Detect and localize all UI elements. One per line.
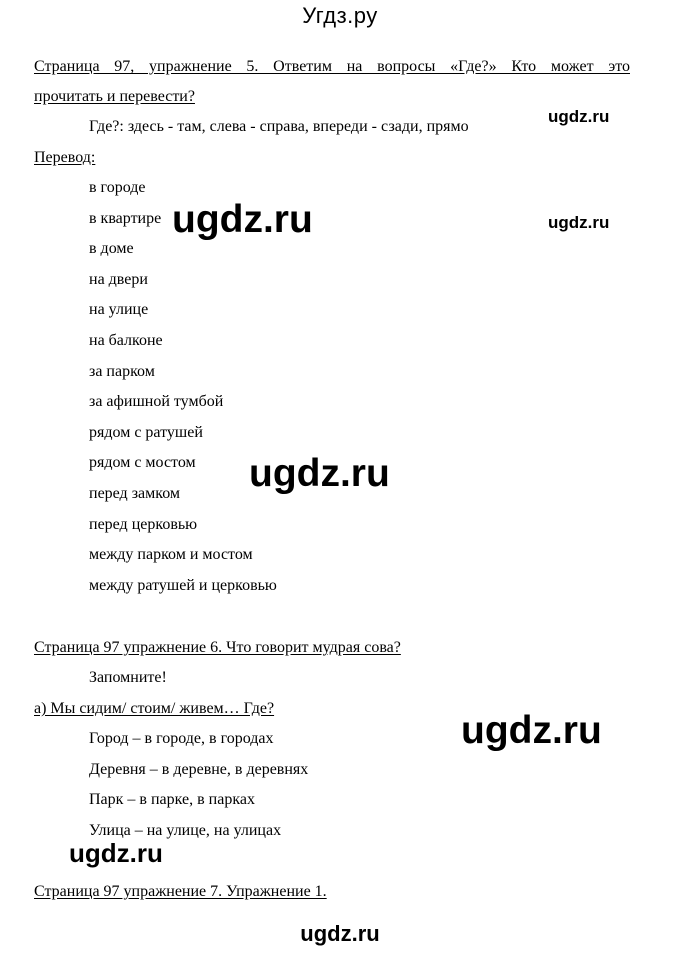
list-item: Парк – в парке, в парках xyxy=(89,791,255,808)
list-item: рядом с ратушей xyxy=(89,423,203,441)
list-item: на улице xyxy=(89,301,149,319)
watermark-footer: ugdz.ru xyxy=(300,921,380,946)
exercise-6-sub-heading: а) Мы сидим/ стоим/ живем… Где? xyxy=(34,700,275,717)
watermark-big-2: ugdz.ru xyxy=(249,452,390,495)
list-item: между парком и мостом xyxy=(89,546,253,564)
list-item: между ратушей и церковью xyxy=(89,576,277,594)
watermark-medium-1: ugdz.ru xyxy=(69,838,163,868)
exercise-6-heading: Страница 97 упражнение 6. Что говорит мудрая сова? xyxy=(34,639,401,656)
watermark-big-1: ugdz.ru xyxy=(172,198,313,241)
watermark-small-1: ugdz.ru xyxy=(548,107,610,126)
list-item: за парком xyxy=(89,362,155,380)
list-item: перед замком xyxy=(89,484,181,502)
list-item: за афишной тумбой xyxy=(89,393,224,411)
page-header-title: Угдз.ру xyxy=(302,3,378,28)
list-item: Деревня – в деревне, в деревнях xyxy=(89,760,309,778)
list-item: рядом с мостом xyxy=(89,454,196,472)
phrase-list xyxy=(89,729,308,851)
list-item: Улица – на улице, на улицах xyxy=(89,821,282,839)
list-item: на двери xyxy=(89,270,148,288)
list-item: перед церковью xyxy=(89,515,198,533)
exercise-5-heading-line-1: Страница 97, упражнение 5. Ответим на вопросы «Где?» Кто может это xyxy=(34,58,630,75)
translation-label: Перевод: xyxy=(34,149,96,166)
where-line: Где?: здесь - там, слева - справа, впереди - сзади, прямо xyxy=(89,118,469,135)
list-item: на балконе xyxy=(89,331,163,349)
translation-list xyxy=(89,178,277,606)
watermark-small-2: ugdz.ru xyxy=(548,213,610,232)
list-item: Город – в городе, в городах xyxy=(89,730,274,747)
watermark-big-3: ugdz.ru xyxy=(461,709,602,752)
exercise-7-heading: Страница 97 упражнение 7. Упражнение 1. xyxy=(34,883,327,900)
list-item: в доме xyxy=(89,240,134,258)
list-item: в городе xyxy=(89,179,146,196)
remember-label: Запомните! xyxy=(89,669,167,686)
exercise-5-heading-line-2: прочитать и перевести? xyxy=(34,88,195,105)
list-item: в квартире xyxy=(89,209,162,227)
